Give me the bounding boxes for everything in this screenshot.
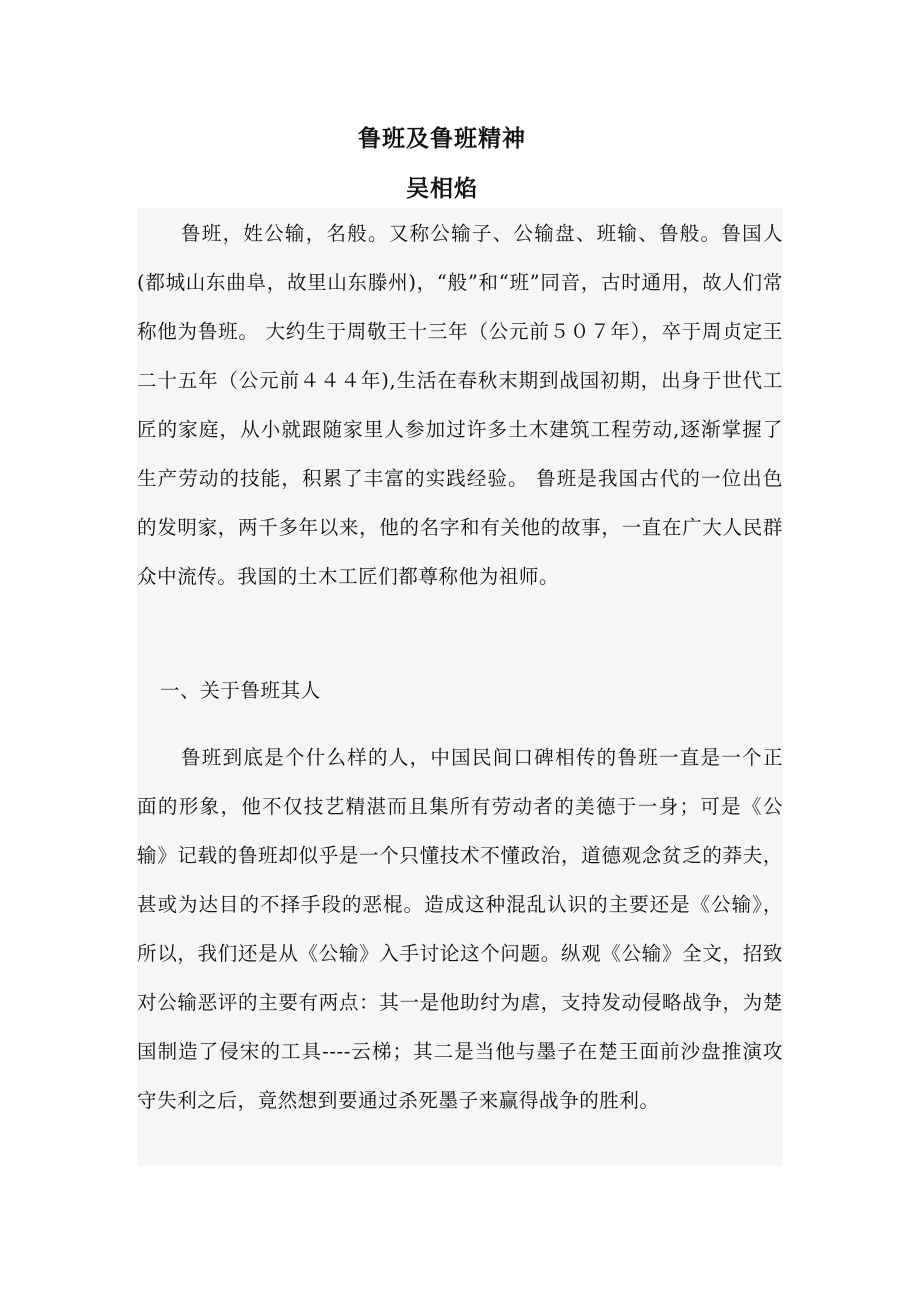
paragraph-section-one: 鲁班到底是个什么样的人，中国民间口碑相传的鲁班一直是一个正面的形象，他不仅技艺精湛而且集所有劳动者的美德于一身；可是《公输》记载的鲁班却似乎是一个只懂技术不懂政治，道德观念贫乏的莽夫，甚或为达目的不择手段的恶棍。造成这种混乱认识的主要还是《公输》，所以，我们还是从《公输》入手讨论这个问题。纵观《公输》全文，招致对公输恶评的主要有两点：其一是他助纣为虐，支持发动侵略战争，为楚国制造了侵宋的工具----云梯；其二是当他与墨子在楚王面前沙盘推演攻守失利之后，竟然想到要通过杀死墨子来赢得战争的胜利。 (137, 746, 783, 1112)
document-title: 鲁班及鲁班精神 (358, 126, 526, 152)
paragraph-intro: 鲁班，姓公输，名般。又称公输子、公输盘、班输、鲁般。鲁国人(都城山东曲阜，故里山东滕州)，“般”和“班”同音，古时通用，故人们常称他为鲁班。 大约生于周敬王十三年（公元前５０７年），卒于周贞定王二十五年（公元前４４４年),生活在春秋末期到战国初期，出身于世代工匠的家庭，从小就跟随家里人参加过许多土木建筑工程劳动,逐渐掌握了生产劳动的技能，积累了丰富的实践经验。 鲁班是我国古代的一位出色的发明家，两千多年以来，他的名字和有关他的故事，一直在广大人民群众中流传。我国的土木工匠们都尊称他为祖师。 (137, 222, 783, 588)
section-heading: 一、关于鲁班其人 (160, 679, 321, 702)
document-author: 吴相焰 (406, 176, 478, 202)
